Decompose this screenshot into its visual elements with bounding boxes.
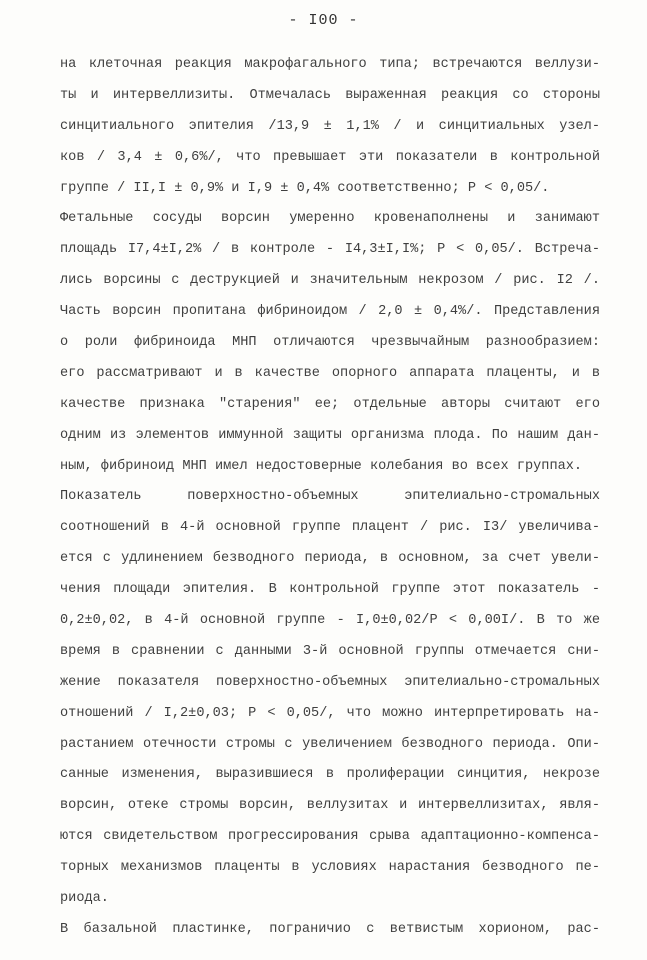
text-line: площадь I7,4±I,2% / в контроле - I4,3±I,I%; P < 0,05/. Встреча- [60,242,600,258]
text-line: 0,2±0,02, в 4-й основной группе - I,0±0,02/P < 0,00I/. В то же [60,613,600,629]
text-line: синцитиального эпителия /13,9 ± 1,1% / и синцитиальных узел- [60,118,600,134]
body-text [60,50,600,946]
text-line: о роли фибриноида МНП отличаются чрезвычайным разнообразием: [60,335,600,351]
text-line: торных механизмов плаценты в условиях нарастания безводного пе- [60,860,600,876]
text-line: отношений / I,2±0,03; P < 0,05/, что можно интерпретировать на- [60,705,600,721]
text-line: его рассматривают и в качестве опорного аппарата плаценты, и в [60,365,600,381]
text-line: растанием отечности стромы с увеличением безводного периода. Опи- [60,736,600,752]
text-line: соотношений в 4-й основной группе плацент / рис. I3/ увеличива- [60,520,600,536]
text-line: одним из элементов иммунной защиты организма плода. По нашим дан- [60,427,600,443]
text-line: Часть ворсин пропитана фибриноидом / 2,0 ± 0,4%/. Представления [60,304,600,320]
text-line: ворсин, отеке стромы ворсин, веллузитах и интервеллизитах, явля- [60,798,600,814]
text-line: группе / II,I ± 0,9% и I,9 ± 0,4% соответственно; P < 0,05/. [60,180,550,196]
text-line: риода. [60,891,109,907]
text-line: качестве признака "старения" ее; отдельные авторы считают его [60,396,600,412]
text-line: на клеточная реакция макрофагального типа; встречаются веллузи- [60,57,600,72]
text-line: чения площади эпителия. В контрольной группе этот показатель - [60,582,600,598]
text-line: ков / 3,4 ± 0,6%/, что превышает эти показатели в контрольной [60,149,600,165]
text-line: ются свидетельством прогрессирования срыва адаптационно-компенса- [60,829,600,845]
text-line: ты и интервеллизиты. Отмечалась выраженная реакция со стороны [60,87,600,103]
text-line: Показатель поверхностно-объемных эпителиально-стромальных [60,489,600,505]
text-line: лись ворсины с деструкцией и значительным некрозом / рис. I2 /. [60,273,600,289]
text-line: В базальной пластинке, пограничио с ветвистым хорионом, рас- [60,921,600,937]
page-number: - I00 - [288,12,359,29]
text-line: жение показателя поверхностно-объемных эпителиально-стромальных [60,674,600,690]
text-line: Фетальные сосуды ворсин умеренно кровенаполнены и занимают [60,211,600,227]
text-line: ным, фибриноид МНП имел недостоверные колебания во всех группах. [60,458,583,474]
text-line: время в сравнении с данными 3-й основной группы отмечается сни- [60,643,600,659]
text-line: ется с удлинением безводного периода, в основном, за счет увели- [60,551,600,567]
text-line: санные изменения, выразившиеся в пролиферации синцития, некрозе [60,767,600,783]
